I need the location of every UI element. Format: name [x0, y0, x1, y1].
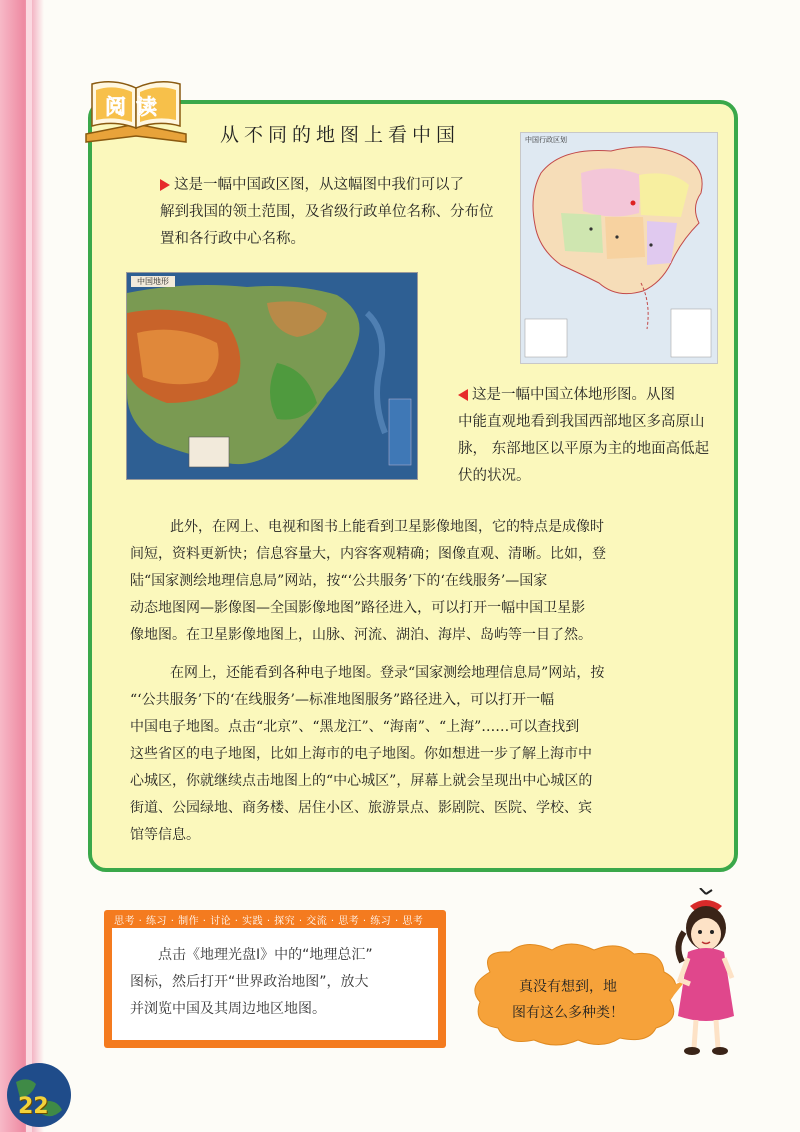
p2-line-1: 这是一幅中国立体地形图。从图 — [472, 387, 675, 403]
practice-line-1: 点击《地理光盘Ⅰ》中的“地理总汇” — [158, 947, 373, 963]
practice-box-text — [130, 942, 430, 1023]
p2-line-3: 脉， 东部地区以平原为主的地面高低起 — [458, 441, 710, 457]
p1-line-3: 置和各行政中心名称。 — [160, 231, 305, 247]
terrain-map-graphic — [127, 273, 417, 479]
bubble-line-1: 真没有想到，地 — [519, 979, 617, 995]
practice-box — [104, 910, 446, 1048]
practice-line-2: 图标，然后打开“世界政治地图”，放大 — [130, 974, 369, 990]
p4-line-6: 街道、公园绿地、商务楼、居住小区、旅游景点、影剧院、医院、学校、宾 — [130, 800, 592, 816]
paragraph-satellite-maps — [130, 514, 730, 649]
p4-line-2: “‘公共服务’下的‘在线服务’—标准地图服务”路径进入，可以打开一幅 — [130, 692, 555, 708]
page-edge-stripe — [0, 0, 44, 1132]
p1-line-1: 这是一幅中国政区图，从这幅图中我们可以了 — [174, 177, 464, 193]
political-map-image — [520, 132, 718, 364]
terrain-map-image — [126, 272, 418, 480]
paragraph-electronic-maps — [130, 660, 730, 849]
terrain-map-caption: 中国地形 — [131, 276, 175, 287]
panel-title: 从不同的地图上看中国 — [219, 124, 460, 146]
p4-line-5: 心城区，你就继续点击地图上的“中心城区”，屏幕上就会呈现出中心城区的 — [130, 773, 593, 789]
practice-box-header: 思考 · 练习 · 制作 · 讨论 · 实践 · 探究 · 交流 · 思考 · 练习 · 思考 — [114, 916, 424, 927]
cartoon-girl-illustration — [660, 888, 752, 1058]
practice-line-3: 并浏览中国及其周边地区地图。 — [130, 1001, 326, 1017]
p4-line-3: 中国电子地图。点击“北京”、“黑龙江”、“海南”、“上海”……可以查找到 — [130, 719, 580, 735]
p4-line-7: 馆等信息。 — [130, 827, 200, 843]
p1-line-2: 解到我国的领土范围，及省级行政单位名称、分布位 — [160, 204, 494, 220]
red-arrow-left-icon — [458, 389, 468, 401]
speech-bubble-text — [488, 974, 648, 1026]
red-arrow-right-icon — [160, 179, 170, 191]
p3-line-3: 陆“国家测绘地理信息局”网站，按“‘公共服务’下的‘在线服务’—国家 — [130, 573, 548, 589]
p3-line-4: 动态地图网—影像图—全国影像地图”路径进入，可以打开一幅中国卫星影 — [130, 600, 586, 616]
p4-line-4: 这些省区的电子地图，比如上海市的电子地图。你如想进一步了解上海市中 — [130, 746, 592, 762]
paragraph-terrain-map — [458, 382, 726, 490]
page-number: 22 — [18, 1094, 49, 1119]
page-edge-highlight — [26, 0, 32, 1132]
p3-line-2: 间短，资料更新快；信息容量大，内容客观精确；图像直观、清晰。比如，登 — [130, 546, 606, 562]
p3-line-5: 像地图。在卫星影像地图上，山脉、河流、湖泊、海岸、岛屿等一目了然。 — [130, 627, 592, 643]
p2-line-2: 中能直观地看到我国西部地区多高原山 — [458, 414, 705, 430]
p4-line-1: 在网上，还能看到各种电子地图。登录“国家测绘地理信息局”网站，按 — [170, 665, 605, 681]
paragraph-political-map — [160, 172, 520, 253]
political-map-caption: 中国行政区划 — [525, 136, 567, 144]
badge-label: 阅读 — [105, 95, 167, 119]
practice-box-body — [112, 928, 438, 1040]
bubble-line-2: 图有这么多种类！ — [512, 1005, 624, 1021]
political-map-graphic — [521, 133, 717, 363]
p3-line-1: 此外，在网上、电视和图书上能看到卫星影像地图，它的特点是成像时 — [170, 519, 604, 535]
p2-line-4: 伏的状况。 — [458, 468, 531, 484]
